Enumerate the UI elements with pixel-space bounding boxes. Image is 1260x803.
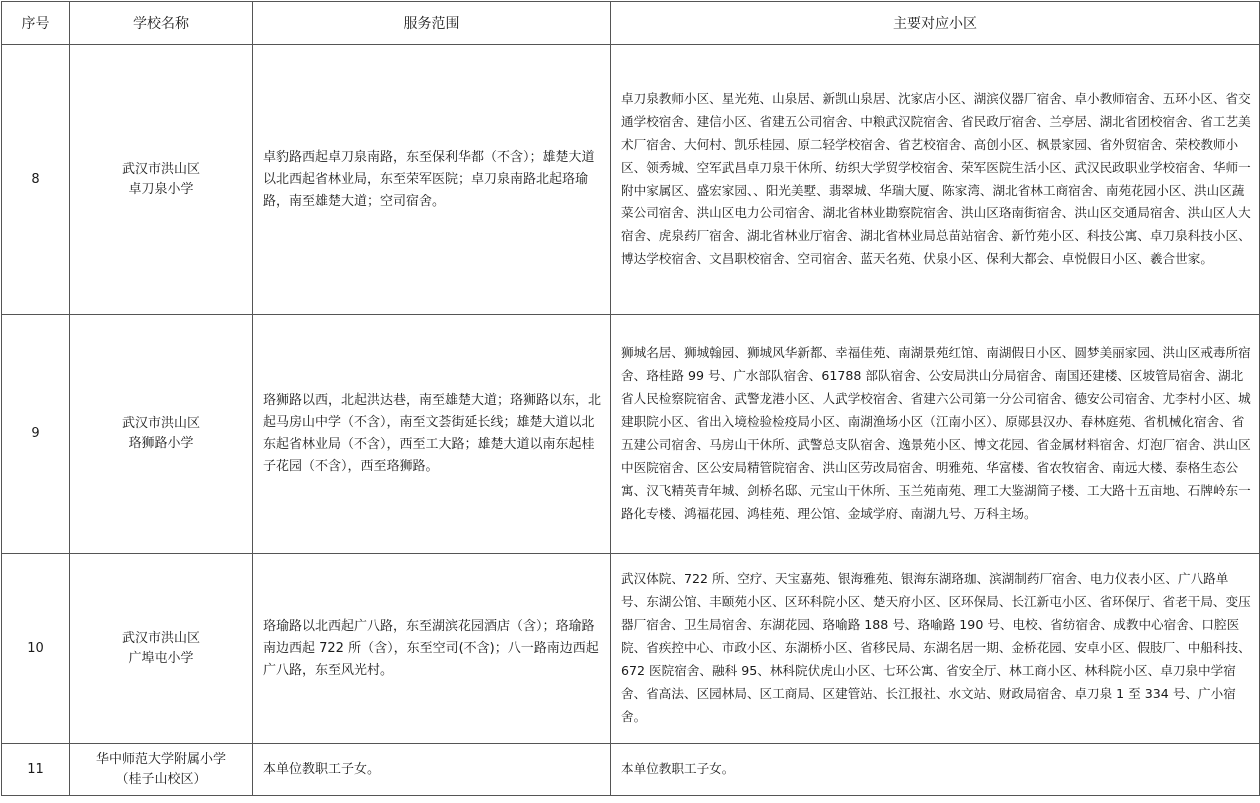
school-name-line2: 卓刀泉小学 <box>128 181 194 197</box>
header-school: 学校名称 <box>70 2 253 45</box>
community-list: 卓刀泉教师小区、星光苑、山泉居、新凯山泉居、沈家店小区、湖滨仪器厂宿舍、卓小教师宿舍、五环小区、省交通学校宿舍、建信小区、省建五公司宿舍、中粮武汉院宿舍、省民政厅宿舍、兰亭居、湖北省团校宿舍、省工艺美术厂宿舍、大何村、凯乐桂园、原二轻学校宿舍、省艺校宿舍、高创小区、枫景家园、省外贸宿舍、荣校教师小区、领秀城、空军武昌卓刀泉干休所、纺织大学贸学校宿舍、荣军医院生活小区、武汉民政职业学校宿舍、华师一附中家属区、盛宏家园、、阳光美墅、翡翠城、华瑞大厦、陈家湾、湖北省林工商宿舍、南苑花园小区、洪山区蔬菜公司宿舍、洪山区电力公司宿舍、湖北省林业勘察院宿舍、洪山区珞南街宿舍、洪山区交通局宿舍、洪山区人大宿舍、虎泉药厂宿舍、湖北省林业厅宿舍、湖北省林业局总苗站宿舍、新竹苑小区、科技公寓、卓刀泉科技小区、博达学校宿舍、文昌职校宿舍、空司宿舍、蓝天名苑、伏泉小区、保利大都会、卓悦假日小区、羲合世家。 <box>611 45 1260 315</box>
row-index: 10 <box>2 554 70 744</box>
header-range: 服务范围 <box>253 2 611 45</box>
table-row <box>2 744 1260 796</box>
service-range: 珞狮路以西，北起洪达巷，南至雄楚大道；珞狮路以东，北起马房山中学（不含），南至文荟街延长线；雄楚大道以北东起省林业局（不含），西至工大路；雄楚大道以南东起桂子花园（不含），西至珞狮路。 <box>253 315 611 554</box>
school-name-line1: 武汉市洪山区 <box>121 630 200 646</box>
service-range: 本单位教职工子女。 <box>253 744 611 796</box>
community-list: 狮城名居、狮城翰园、狮城风华新都、幸福佳苑、南湖景苑红馆、南湖假日小区、圆梦美丽家园、洪山区戒毒所宿舍、珞桂路 99 号、广水部队宿舍、61788 部队宿舍、公安局洪山分局宿舍、南国还建楼、区坡管局宿舍、湖北省人民检察院宿舍、武警龙港小区、人武学校宿舍、省建六公司第一分公司宿舍、德安公司宿舍、尤李村小区、城建职院小区、省出入境检验检疫局小区、南湖渔场小区（江南小区）、原郧县汉办、春林庭苑、省机械化宿舍、省五建公司宿舍、马房山干休所、武警总支队宿舍、逸景苑小区、博文花园、省金属材料宿舍、灯泡厂宿舍、洪山区中医院宿舍、区公安局精管院宿舍、洪山区劳改局宿舍、明雅苑、华富楼、省农牧宿舍、南远大楼、泰格生态公寓、汉飞精英青年城、剑桥名邸、元宝山干休所、玉兰苑南苑、理工大鉴湖简子楼、工大路十五亩地、石牌岭东一路化专楼、鸿福花园、鸿桂苑、理公馆、金域学府、南湖九号、万科主场。 <box>611 315 1260 554</box>
table-row <box>2 315 1260 554</box>
school-name <box>70 554 253 744</box>
row-index: 11 <box>2 744 70 796</box>
service-range: 卓豹路西起卓刀泉南路，东至保利华都（不含）；雄楚大道以北西起省林业局，东至荣军医院；卓刀泉南路北起珞瑜路，南至雄楚大道；空司宿舍。 <box>253 45 611 315</box>
school-name-line2: 珞狮路小学 <box>128 436 194 451</box>
header-row <box>2 2 1260 45</box>
school-name <box>70 45 253 315</box>
school-name <box>70 744 253 796</box>
school-name-line1: 华中师范大学附属小学 <box>95 751 226 767</box>
service-range: 珞瑜路以北西起广八路，东至湖滨花园酒店（含）；珞瑜路南边西起 722 所（含），东至空司(不含)；八一路南边西起广八路，东至风光村。 <box>253 554 611 744</box>
header-index: 序号 <box>2 2 70 45</box>
school-name <box>70 315 253 554</box>
school-name-line2: （桂子山校区） <box>115 771 207 787</box>
school-district-table <box>1 1 1260 796</box>
school-name-line1: 武汉市洪山区 <box>121 161 200 177</box>
table-row <box>2 554 1260 744</box>
header-communities: 主要对应小区 <box>611 2 1260 45</box>
school-name-line2: 广埠屯小学 <box>128 650 194 666</box>
row-index: 8 <box>2 45 70 315</box>
table-row <box>2 45 1260 315</box>
school-name-line1: 武汉市洪山区 <box>121 416 200 431</box>
community-list: 武汉体院、722 所、空疗、天宝嘉苑、银海雅苑、银海东湖珞珈、滨湖制药厂宿舍、电力仪表小区、广八路单号、东湖公馆、丰颐苑小区、区环科院小区、楚天府小区、区环保局、长江新屯小区、省环保厅、省老干局、变压器厂宿舍、卫生局宿舍、东湖花园、珞喻路 188 号、珞喻路 190 号、电校、省纺宿舍、成教中心宿舍、口腔医院、省疾控中心、市政小区、东湖桥小区、省移民局、东湖名居一期、金桥花园、安卓小区、假肢厂、中船科技、672 医院宿舍、融科 95、林科院伏虎山小区、七环公寓、省安全厅、林工商小区、林科院小区、卓刀泉中学宿舍、省高法、区园林局、区工商局、区建管站、长江报社、水文站、财政局宿舍、卓刀泉 1 至 334 号、广小宿舍。 <box>611 554 1260 744</box>
community-list: 本单位教职工子女。 <box>611 744 1260 796</box>
row-index: 9 <box>2 315 70 554</box>
